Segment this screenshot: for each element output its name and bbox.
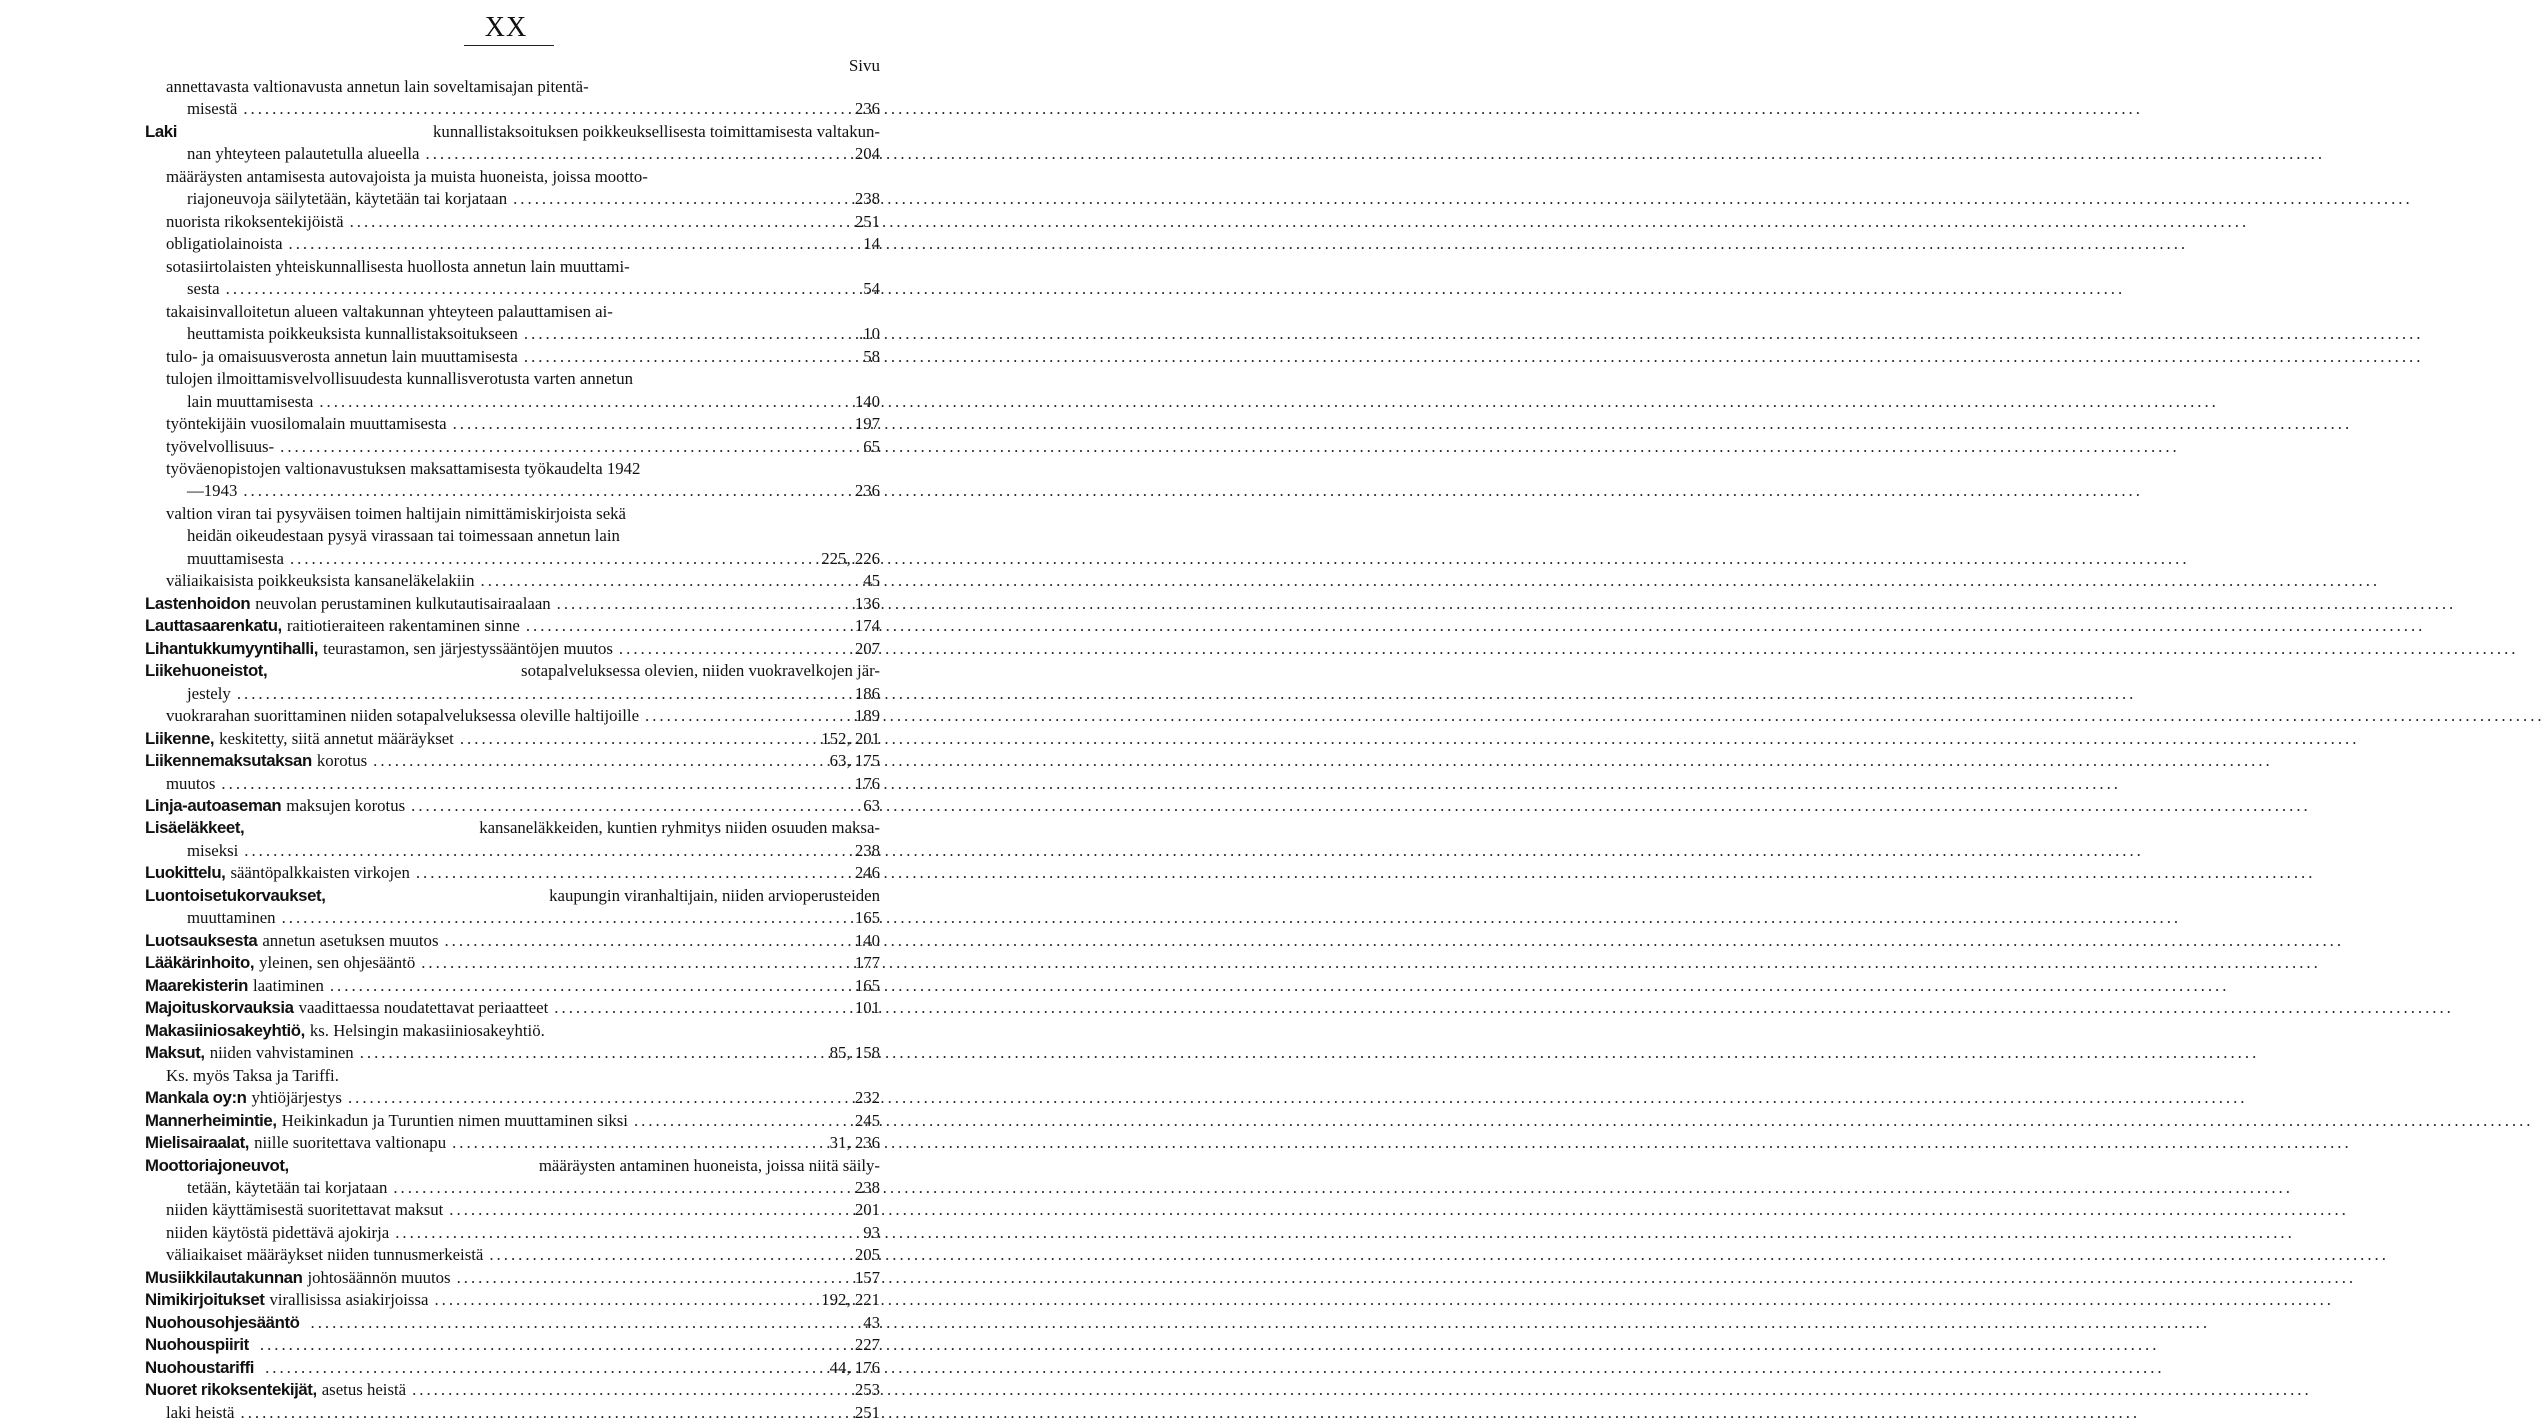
- dot-leader: [452, 1132, 2352, 1154]
- index-keyword: Linja-autoaseman: [145, 796, 282, 815]
- page-reference: 101: [854, 998, 880, 1018]
- index-text: jestely: [187, 683, 231, 703]
- index-line-content: [166, 1402, 853, 1424]
- page-number-roman: XX: [484, 12, 528, 43]
- index-line-content: [145, 750, 828, 772]
- page-reference: .10: [859, 324, 880, 344]
- index-line: [0, 211, 960, 233]
- index-line: [0, 930, 960, 952]
- page-reference: 14: [863, 234, 880, 254]
- index-line: [0, 1312, 960, 1334]
- index-line: [0, 683, 960, 705]
- index-line: [0, 638, 960, 660]
- index-keyword: Mielisairaalat,: [145, 1133, 250, 1153]
- index-line-content: [187, 683, 853, 705]
- page-reference: 253: [854, 1380, 880, 1400]
- dot-leader: [489, 1244, 2389, 1266]
- index-text: väliaikaiset määräykset niiden tunnusmerkeistä: [166, 1245, 484, 1265]
- page-reference: 44, 176: [829, 1357, 880, 1377]
- index-text: maksujen korotus: [286, 796, 406, 815]
- dot-leader: [330, 975, 2230, 997]
- index-line: [0, 1065, 960, 1087]
- index-line: [0, 862, 960, 884]
- index-text: laatiminen: [253, 975, 324, 995]
- dot-leader: [460, 728, 2360, 750]
- index-text: työväenopistojen valtionavustuksen maksattamisesta työkaudelta 1942: [166, 458, 641, 478]
- index-text: valtion viran tai pysyväisen toimen haltijain nimittämiskirjoista sekä: [166, 503, 627, 523]
- index-line-content: [145, 1132, 828, 1154]
- index-line: [0, 278, 960, 300]
- index-line-content: [187, 278, 861, 300]
- dot-leader: [434, 1289, 2334, 1311]
- dot-leader: [290, 548, 2190, 570]
- page-reference: 54: [863, 279, 880, 299]
- index-line: [0, 458, 960, 480]
- index-text: takaisinvalloitetun alueen valtakunnan yhteyteen palauttamisen ai-: [166, 301, 613, 321]
- index-text: väliaikaisista poikkeuksista kansaneläkelakiin: [166, 571, 475, 591]
- index-line: [0, 1379, 960, 1401]
- index-line: [0, 76, 960, 98]
- index-text: sesta: [187, 279, 220, 299]
- index-text: vuokrarahan suorittaminen niiden sotapalveluksessa oleville haltijoille: [166, 706, 640, 726]
- index-entries: [0, 76, 960, 1424]
- page-reference: 58: [863, 346, 880, 366]
- page-reference: 238: [854, 1177, 880, 1197]
- index-line-content: [166, 773, 853, 795]
- index-line-content: [187, 323, 857, 345]
- index-text: niiden käytöstä pidettävä ajokirja: [166, 1222, 390, 1242]
- index-keyword: Musiikkilautakunnan: [145, 1267, 303, 1287]
- index-keyword: Nuohoustariffi: [145, 1357, 255, 1377]
- index-line-content: [145, 862, 853, 884]
- index-line-content: [145, 1110, 853, 1132]
- dot-leader: [241, 1402, 2141, 1424]
- page-reference: 140: [854, 391, 880, 411]
- page-reference: 63: [863, 796, 880, 815]
- index-text: neuvolan perustaminen kulkutautisairaalaan: [255, 593, 551, 613]
- index-keyword: Majoituskorvauksia: [145, 998, 294, 1018]
- dot-leader: [421, 952, 2321, 974]
- index-line-content: [166, 705, 853, 727]
- index-text: Heikinkadun ja Turuntien nimen muuttaminen siksi: [281, 1110, 628, 1130]
- dot-leader: [481, 570, 2381, 592]
- index-text: johtosäännön muutos: [307, 1267, 451, 1287]
- index-line-content: [145, 817, 880, 839]
- index-text: työntekijäin vuosilomalain muuttamisesta: [166, 414, 447, 434]
- index-text: laki heistä: [166, 1402, 235, 1422]
- index-text: obligatiolainoista: [166, 234, 283, 254]
- page-reference: 165: [854, 975, 880, 995]
- page-reference: 245: [854, 1110, 880, 1130]
- index-line: [0, 705, 960, 727]
- dot-leader: [634, 1110, 2534, 1132]
- page-reference: 31, 236: [829, 1133, 880, 1153]
- index-line-content: [166, 436, 861, 458]
- index-text: teurastamon, sen järjestyssääntöjen muutos: [323, 638, 613, 658]
- index-line-content: [166, 570, 861, 592]
- page-reference: 238: [854, 189, 880, 209]
- index-keyword: Liikehuoneistot,: [145, 661, 268, 681]
- index-line-content: [166, 1244, 853, 1266]
- index-line: [0, 436, 960, 458]
- page-reference: 45: [863, 571, 880, 591]
- index-text: keskitetty, siitä annetut määräykset: [219, 728, 454, 748]
- index-line-content: [145, 997, 853, 1019]
- page-reference: 85, 158: [829, 1043, 880, 1063]
- page-reference: 174: [854, 616, 880, 636]
- index-line: [0, 1267, 960, 1289]
- dot-leader: [395, 1222, 2295, 1244]
- index-line: [0, 750, 960, 772]
- index-line-content: [166, 256, 880, 278]
- index-line-content: [145, 952, 853, 974]
- dot-leader: [373, 750, 2273, 772]
- index-text: virallisissa asiakirjoissa: [269, 1290, 429, 1310]
- page-reference: 227: [854, 1335, 880, 1355]
- dot-leader: [444, 930, 2344, 952]
- index-line-content: [187, 907, 853, 929]
- index-line: [0, 525, 960, 547]
- page-reference: 93: [863, 1222, 880, 1242]
- index-text: nuorista rikoksentekijöistä: [166, 211, 344, 231]
- index-text: määräysten antaminen huoneista, joissa niitä säily-: [538, 1155, 880, 1175]
- index-text: muutos: [166, 773, 216, 793]
- index-text: yhtiöjärjestys: [251, 1088, 342, 1108]
- index-text: kaupungin viranhaltijain, niiden arvioperusteiden: [549, 885, 880, 905]
- index-line-content: [166, 503, 880, 525]
- dot-leader: [360, 1042, 2260, 1064]
- index-line-content: [187, 525, 880, 547]
- dot-leader: [260, 1334, 2160, 1356]
- index-line: [0, 1357, 960, 1379]
- dot-leader: [244, 840, 2144, 862]
- index-line-content: [187, 840, 853, 862]
- index-text: kunnallistaksoituksen poikkeuksellisesta toimittamisesta valtakun-: [433, 121, 880, 141]
- page-reference: 177: [854, 953, 880, 973]
- index-line-content: [166, 166, 880, 188]
- index-line: [0, 188, 960, 210]
- page-reference: 43: [863, 1312, 880, 1332]
- index-line: [0, 840, 960, 862]
- index-text: yleinen, sen ohjesääntö: [259, 953, 416, 973]
- index-text: kansaneläkkeiden, kuntien ryhmitys niiden osuuden maksa-: [479, 818, 880, 838]
- index-keyword: Nimikirjoitukset: [145, 1290, 265, 1310]
- page-reference: 165: [854, 908, 880, 928]
- index-line: [0, 907, 960, 929]
- page-reference: 236: [854, 99, 880, 119]
- page-reference: 207: [854, 638, 880, 658]
- dot-leader: [513, 188, 2413, 210]
- page-reference: 176: [854, 773, 880, 793]
- index-line: [0, 166, 960, 188]
- index-line-content: [187, 391, 853, 413]
- index-line: [0, 570, 960, 592]
- dot-leader: [265, 1357, 2165, 1379]
- dot-leader: [221, 773, 2121, 795]
- index-text: ks. Helsingin makasiiniosakeyhtiö.: [309, 1020, 545, 1040]
- index-line: [0, 301, 960, 323]
- index-text: annetun asetuksen muutos: [262, 930, 439, 950]
- index-line-content: [145, 930, 853, 952]
- page-reference: 189: [854, 706, 880, 726]
- index-line-content: [166, 413, 853, 435]
- index-line-content: [145, 121, 880, 143]
- index-line-content: [145, 593, 853, 615]
- index-keyword: Mankala oy:n: [145, 1088, 247, 1108]
- index-line: [0, 98, 960, 120]
- index-line: [0, 1177, 960, 1199]
- page-reference: 225, 226: [821, 548, 880, 568]
- page-header: [0, 8, 960, 50]
- page-reference: 201: [854, 1200, 880, 1220]
- index-text: annettavasta valtionavusta annetun lain soveltamisajan pitentä-: [166, 77, 589, 96]
- index-line: [0, 817, 960, 839]
- index-text: misestä: [187, 99, 238, 119]
- index-text: niiden vahvistaminen: [209, 1043, 354, 1063]
- page-reference: 152, 201: [821, 728, 880, 748]
- index-line: [0, 1020, 960, 1042]
- index-text: muuttamisesta: [187, 548, 284, 568]
- dot-leader: [289, 233, 2189, 255]
- index-keyword: Makasiiniosakeyhtiö,: [145, 1020, 305, 1040]
- dot-leader: [243, 98, 2143, 120]
- index-line-content: [145, 638, 853, 660]
- index-keyword: Lastenhoidon: [145, 593, 251, 613]
- column-label-page: Sivu: [848, 56, 880, 75]
- index-line-content: [187, 1177, 853, 1199]
- index-text: tulo- ja omaisuusverosta annetun lain muuttamisesta: [166, 346, 518, 366]
- index-line: [0, 121, 960, 143]
- index-line-content: [145, 728, 819, 750]
- index-line-content: [166, 211, 853, 233]
- index-line: [0, 503, 960, 525]
- index-line: [0, 346, 960, 368]
- index-line: [0, 1289, 960, 1311]
- index-line: [0, 143, 960, 165]
- index-line: [0, 975, 960, 997]
- index-line: [0, 323, 960, 345]
- index-line-content: [145, 660, 880, 682]
- index-line-content: [145, 1312, 861, 1334]
- dot-leader: [619, 638, 2519, 660]
- dot-leader: [554, 997, 2454, 1019]
- index-keyword: Luontoisetukorvaukset,: [145, 885, 326, 905]
- dot-leader: [453, 413, 2353, 435]
- dot-leader: [524, 323, 2424, 345]
- index-line-content: [187, 143, 853, 165]
- index-line: [0, 1402, 960, 1424]
- index-line: [0, 795, 960, 817]
- index-line-content: [145, 1087, 853, 1109]
- index-line-content: [166, 233, 861, 255]
- index-text: määräysten antamisesta autovajoista ja muista huoneista, joissa mootto-: [166, 166, 648, 186]
- index-line: [0, 593, 960, 615]
- dot-leader: [457, 1267, 2357, 1289]
- index-line: [0, 728, 960, 750]
- page-reference: 251: [854, 1402, 880, 1422]
- page-reference: 204: [854, 144, 880, 164]
- index-keyword: Liikenne,: [145, 728, 215, 748]
- index-line-content: [187, 480, 853, 502]
- index-text: riajoneuvoja säilytetään, käytetään tai korjataan: [187, 189, 508, 209]
- index-text: —1943: [187, 481, 238, 501]
- dot-leader: [526, 615, 2426, 637]
- dot-leader: [393, 1177, 2293, 1199]
- index-line: [0, 391, 960, 413]
- index-text: sääntöpalkkaisten virkojen: [230, 863, 410, 883]
- dot-leader: [243, 480, 2143, 502]
- index-line-content: [145, 975, 853, 997]
- index-text: heidän oikeudestaan pysyä virassaan tai toimessaan annetun lain: [187, 526, 620, 546]
- dot-leader: [524, 346, 2424, 368]
- index-line: [0, 413, 960, 435]
- index-keyword: Luokittelu,: [145, 863, 226, 883]
- index-line-content: [145, 1042, 828, 1064]
- index-line: [0, 997, 960, 1019]
- page-reference: 238: [854, 840, 880, 860]
- index-text: sotasiirtolaisten yhteiskunnallisesta huollosta annetun lain muuttami-: [166, 256, 630, 276]
- index-line: [0, 1110, 960, 1132]
- dot-leader: [280, 436, 2180, 458]
- index-line: [0, 233, 960, 255]
- index-keyword: Lääkärinhoito,: [145, 953, 255, 973]
- index-line: [0, 1244, 960, 1266]
- index-text: raitiotieraiteen rakentaminen sinne: [286, 616, 520, 636]
- index-keyword: Lihantukkumyyntihalli,: [145, 638, 319, 658]
- index-text: Ks. myös Taksa ja Tariffi.: [166, 1065, 339, 1085]
- index-line: [0, 368, 960, 390]
- index-line-content: [145, 1289, 819, 1311]
- index-line-content: [145, 1334, 853, 1356]
- dot-leader: [319, 391, 2219, 413]
- index-text: nan yhteyteen palautetulla alueella: [187, 144, 420, 164]
- index-text: korotus: [316, 751, 368, 771]
- index-keyword: Nuohouspiirit: [145, 1335, 249, 1355]
- index-line-content: [145, 1267, 853, 1289]
- page-reference: 246: [854, 863, 880, 883]
- index-line: [0, 952, 960, 974]
- index-line: [0, 548, 960, 570]
- index-keyword: Nuohousohjesääntö: [145, 1312, 300, 1332]
- index-line: [0, 1155, 960, 1177]
- index-line-content: [166, 76, 880, 98]
- page-reference: 232: [854, 1088, 880, 1108]
- dot-leader: [449, 1199, 2349, 1221]
- index-keyword: Lisäeläkkeet,: [145, 818, 245, 838]
- index-keyword: Liikennemaksutaksan: [145, 751, 312, 771]
- dot-leader: [557, 593, 2457, 615]
- index-line-content: [145, 1379, 853, 1401]
- index-line: [0, 1042, 960, 1064]
- index-line: [0, 1199, 960, 1221]
- index-line-content: [166, 1065, 880, 1087]
- index-line: [0, 773, 960, 795]
- index-text: heuttamista poikkeuksista kunnallistaksoitukseen: [187, 324, 518, 344]
- index-line-content: [166, 346, 861, 368]
- index-keyword: Lauttasaarenkatu,: [145, 616, 282, 636]
- index-line: [0, 660, 960, 682]
- index-line-content: [166, 458, 880, 480]
- index-text: tulojen ilmoittamisvelvollisuudesta kunnallisverotusta varten annetun: [166, 369, 633, 389]
- index-line-content: [187, 98, 853, 120]
- index-line-content: [166, 368, 880, 390]
- index-text: lain muuttamisesta: [187, 391, 314, 411]
- header-rule: [464, 45, 554, 46]
- index-line: [0, 1132, 960, 1154]
- dot-leader: [350, 211, 2250, 233]
- dot-leader: [426, 143, 2326, 165]
- index-keyword: Moottoriajoneuvot,: [145, 1155, 289, 1175]
- dot-leader: [412, 1379, 2312, 1401]
- page-reference: 236: [854, 481, 880, 501]
- index-line-content: [166, 1222, 861, 1244]
- dot-leader: [348, 1087, 2248, 1109]
- dot-leader: [411, 795, 2311, 817]
- index-line-content: [145, 885, 880, 907]
- page-reference: 205: [854, 1245, 880, 1265]
- index-line: [0, 480, 960, 502]
- index-line-content: [145, 1155, 880, 1177]
- index-text: miseksi: [187, 840, 239, 860]
- index-text: muuttaminen: [187, 908, 276, 928]
- index-text: tetään, käytetään tai korjataan: [187, 1177, 388, 1197]
- page-reference: 136: [854, 593, 880, 613]
- index-line-content: [187, 548, 819, 570]
- page-reference: 251: [854, 211, 880, 231]
- index-keyword: Nuoret rikoksentekijät,: [145, 1380, 317, 1400]
- index-text: niiden käyttämisestä suoritettavat maksut: [166, 1200, 444, 1220]
- index-text: sotapalveluksessa olevien, niiden vuokravelkojen jär-: [521, 661, 880, 681]
- index-text: työvelvollisuus-: [166, 436, 275, 456]
- index-keyword: Maksut,: [145, 1043, 205, 1063]
- page-reference: 65: [863, 436, 880, 456]
- dot-leader: [645, 705, 2545, 727]
- index-keyword: Laki: [145, 121, 177, 141]
- page-reference: 140: [854, 930, 880, 950]
- index-line: [0, 1334, 960, 1356]
- index-text: niille suoritettava valtionapu: [254, 1133, 447, 1153]
- index-line-content: [166, 301, 880, 323]
- page-reference: 197: [854, 414, 880, 434]
- index-text: asetus heistä: [321, 1380, 407, 1400]
- page-reference: 186: [854, 683, 880, 703]
- dot-leader: [282, 907, 2182, 929]
- index-keyword: Maarekisterin: [145, 975, 249, 995]
- index-text: vaadittaessa noudatettavat periaatteet: [298, 998, 549, 1018]
- dot-leader: [237, 683, 2137, 705]
- page-reference: 63, 175: [829, 751, 880, 771]
- dot-leader: [226, 278, 2126, 300]
- index-line: [0, 1222, 960, 1244]
- index-keyword: Luotsauksesta: [145, 930, 258, 950]
- dot-leader: [416, 862, 2316, 884]
- index-line-content: [187, 188, 853, 210]
- index-line-content: [145, 795, 861, 817]
- index-line: [0, 1087, 960, 1109]
- index-line-content: [145, 1020, 880, 1042]
- index-line-content: [166, 1199, 853, 1221]
- dot-leader: [311, 1312, 2211, 1334]
- page-reference: 192, 221: [821, 1290, 880, 1310]
- index-line-content: [145, 1357, 828, 1379]
- page-reference: 157: [854, 1267, 880, 1287]
- index-line: [0, 256, 960, 278]
- index-line-content: [145, 615, 853, 637]
- index-line: [0, 885, 960, 907]
- index-keyword: Mannerheimintie,: [145, 1110, 277, 1130]
- index-line: [0, 615, 960, 637]
